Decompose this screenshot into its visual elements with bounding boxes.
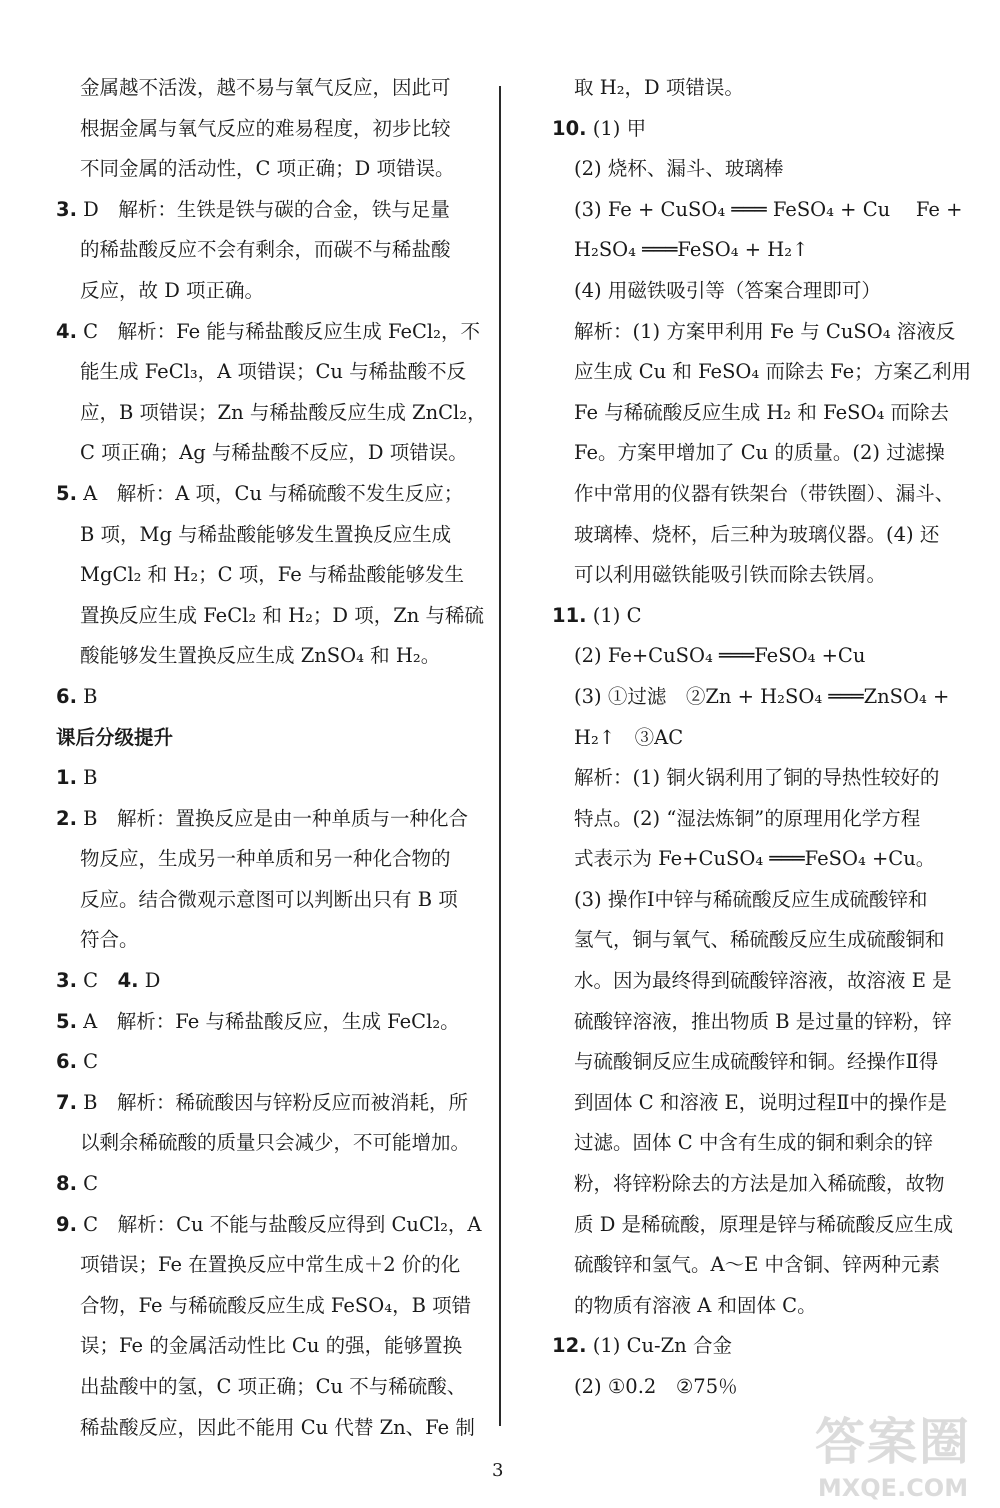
line-text: (4) 用磁铁吸引等（答案合理即可） bbox=[574, 278, 881, 302]
text-line bbox=[56, 1367, 468, 1408]
line-text: 反应，故 D 项正确。 bbox=[80, 278, 265, 302]
text-line bbox=[56, 677, 468, 718]
text-line bbox=[56, 1042, 468, 1083]
line-text: D bbox=[138, 969, 161, 993]
text-line bbox=[56, 149, 468, 190]
column-divider bbox=[499, 86, 501, 1426]
line-text: 可以利用磁铁能吸引铁而除去铁屑。 bbox=[574, 563, 887, 587]
line-text: 作中常用的仪器有铁架台（带铁圈）、漏斗、 bbox=[574, 481, 955, 505]
watermark-url: MXQE.COM bbox=[817, 1474, 969, 1502]
watermark-logo bbox=[798, 1402, 988, 1502]
line-text: 应，B 项错误；Zn 与稀盐酸反应生成 ZnCl₂， bbox=[80, 400, 487, 424]
line-text: 式表示为 Fe+CuSO₄ ═══FeSO₄ +Cu。 bbox=[574, 847, 936, 871]
line-text: 取 H₂，D 项错误。 bbox=[574, 76, 744, 99]
line-text: 氢气，铜与氧气、稀硫酸反应生成硫酸铜和 bbox=[574, 928, 945, 952]
question-number: 7. bbox=[56, 1090, 77, 1114]
left-column bbox=[56, 68, 487, 1448]
text-line bbox=[552, 636, 950, 677]
question-number: 6. bbox=[56, 1050, 77, 1074]
right-column bbox=[552, 68, 972, 1408]
text-line bbox=[56, 1286, 472, 1327]
text-line bbox=[552, 149, 950, 190]
text-line bbox=[552, 596, 950, 637]
question-number: 6. bbox=[56, 684, 77, 708]
question-number: 3. bbox=[56, 969, 77, 993]
watermark-text: 答案圈 bbox=[815, 1413, 971, 1471]
text-line bbox=[552, 1245, 950, 1286]
line-text: (1) 甲 bbox=[586, 116, 647, 140]
text-line bbox=[552, 190, 963, 231]
text-line bbox=[552, 312, 956, 353]
text-line bbox=[552, 920, 950, 961]
text-line bbox=[56, 68, 468, 109]
line-text: 到固体 C 和溶液 E，说明过程Ⅱ中的操作是 bbox=[574, 1090, 948, 1114]
text-line bbox=[552, 880, 950, 921]
text-line bbox=[56, 839, 468, 880]
line-text: 物反应，生成另一种单质和另一种化合物的 bbox=[80, 847, 451, 871]
text-line bbox=[56, 1245, 468, 1286]
line-text: 能生成 FeCl₃，A 项错误；Cu 与稀盐酸不反 bbox=[80, 360, 467, 384]
line-text: H₂SO₄ ═══FeSO₄ + H₂↑ bbox=[574, 238, 809, 262]
line-text: B 解析：置换反应是由一种单质与一种化合 bbox=[76, 806, 469, 830]
section-heading: 课后分级提升 bbox=[56, 725, 174, 749]
question-number: 10. bbox=[552, 116, 587, 140]
text-line bbox=[552, 1083, 950, 1124]
line-text: 酸能够发生置换反应生成 ZnSO₄ 和 H₂。 bbox=[80, 644, 441, 668]
text-line bbox=[56, 1083, 468, 1124]
line-text: 水。因为最终得到硫酸锌溶液，故溶液 E 是 bbox=[574, 969, 952, 993]
question-number: 5. bbox=[56, 1009, 77, 1033]
text-line bbox=[56, 880, 468, 921]
line-text: (2) Fe+CuSO₄ ═══FeSO₄ +Cu bbox=[574, 644, 866, 668]
text-line bbox=[552, 393, 950, 434]
text-line bbox=[552, 1123, 950, 1164]
line-text: 粉，将锌粉除去的方法是加入稀硫酸，故物 bbox=[574, 1172, 945, 1196]
line-text: A 解析：A 项，Cu 与稀硫酸不发生反应； bbox=[76, 481, 464, 505]
line-text: A 解析：Fe 与稀盐酸反应，生成 FeCl₂。 bbox=[76, 1009, 460, 1033]
line-text: 项错误；Fe 在置换反应中常生成＋2 价的化 bbox=[80, 1253, 461, 1277]
text-line bbox=[56, 1123, 471, 1164]
line-text: (1) C bbox=[586, 603, 642, 627]
line-text: D 解析：生铁是铁与碳的合金，铁与足量 bbox=[76, 197, 450, 221]
line-text: Fe 与稀硫酸反应生成 H₂ 和 FeSO₄ 而除去 bbox=[574, 400, 949, 424]
line-text: 置换反应生成 FeCl₂ 和 H₂；D 项，Zn 与稀硫 bbox=[80, 603, 485, 627]
line-text: (3) 操作Ⅰ中锌与稀硫酸反应生成硫酸锌和 bbox=[574, 887, 928, 911]
text-line bbox=[552, 1326, 950, 1367]
line-text: C 解析：Fe 能与稀盐酸反应生成 FeCl₂，不 bbox=[76, 319, 480, 343]
line-text: C 解析：Cu 不能与盐酸反应得到 CuCl₂，A bbox=[76, 1212, 482, 1236]
line-text: (2) ①0.2 ②75％ bbox=[574, 1375, 738, 1398]
text-line bbox=[56, 271, 468, 312]
text-line bbox=[552, 555, 950, 596]
text-line bbox=[552, 515, 950, 556]
text-line bbox=[56, 515, 468, 556]
line-text: 解析：(1) 铜火锅利用了铜的导热性较好的 bbox=[574, 766, 940, 790]
line-text: 质 D 是稀硫酸，原理是锌与稀硫酸反应生成 bbox=[574, 1212, 954, 1236]
line-text: 合物，Fe 与稀硫酸反应生成 FeSO₄，B 项错 bbox=[80, 1293, 472, 1317]
text-line bbox=[552, 799, 950, 840]
text-line bbox=[552, 68, 950, 109]
text-line bbox=[552, 1205, 954, 1246]
text-line bbox=[56, 596, 485, 637]
text-line bbox=[56, 636, 468, 677]
text-line bbox=[552, 677, 950, 718]
text-line bbox=[56, 352, 468, 393]
question-number: 12. bbox=[552, 1334, 587, 1358]
line-text: C 项正确；Ag 与稀盐酸不反应，D 项错误。 bbox=[80, 441, 468, 465]
text-line bbox=[56, 1326, 468, 1367]
text-line bbox=[56, 799, 468, 840]
line-text: 的稀盐酸反应不会有剩余，而碳不与稀盐酸 bbox=[80, 238, 451, 262]
line-text: 以剩余稀硫酸的质量只会减少，不可能增加。 bbox=[80, 1131, 471, 1155]
question-number: 4. bbox=[117, 969, 139, 993]
line-text: C bbox=[76, 1050, 99, 1074]
question-number: 1. bbox=[56, 766, 77, 790]
text-line bbox=[56, 109, 468, 150]
line-text: H₂↑ ③AC bbox=[574, 725, 684, 749]
line-text: 反应。结合微观示意图可以判断出只有 B 项 bbox=[80, 887, 458, 911]
line-text: Fe。方案甲增加了 Cu 的质量。(2) 过滤操 bbox=[574, 441, 945, 465]
text-line bbox=[56, 393, 487, 434]
text-line bbox=[56, 433, 468, 474]
line-text: MgCl₂ 和 H₂；C 项，Fe 与稀盐酸能够发生 bbox=[80, 563, 464, 587]
text-line bbox=[552, 230, 950, 271]
text-line bbox=[552, 961, 950, 1002]
text-line bbox=[552, 718, 950, 759]
line-text: B 项，Mg 与稀盐酸能够发生置换反应生成 bbox=[80, 522, 452, 546]
question-number: 8. bbox=[56, 1172, 77, 1196]
text-line bbox=[552, 271, 950, 312]
text-line bbox=[56, 312, 480, 353]
line-text: 出盐酸中的氢，C 项正确；Cu 不与稀硫酸、 bbox=[80, 1375, 467, 1398]
text-line bbox=[56, 1408, 475, 1449]
question-number: 4. bbox=[56, 319, 77, 343]
text-line bbox=[56, 230, 468, 271]
line-text: 硫酸锌溶液，推出物质 B 是过量的锌粉，锌 bbox=[574, 1009, 952, 1033]
line-text: 玻璃棒、烧杯，后三种为玻璃仪器。(4) 还 bbox=[574, 522, 940, 546]
line-text: (3) Fe + CuSO₄ ═══ FeSO₄ + Cu Fe + bbox=[574, 197, 963, 221]
text-line bbox=[552, 109, 950, 150]
text-line bbox=[56, 1164, 468, 1205]
line-text: (3) ①过滤 ②Zn + H₂SO₄ ═══ZnSO₄ + bbox=[574, 684, 950, 708]
line-text: 的物质有溶液 A 和固体 C。 bbox=[574, 1293, 817, 1317]
text-line bbox=[56, 555, 468, 596]
text-line bbox=[56, 1002, 468, 1043]
question-number: 5. bbox=[56, 481, 77, 505]
line-text: C bbox=[76, 969, 118, 993]
text-line bbox=[552, 433, 950, 474]
question-number: 11. bbox=[552, 603, 587, 627]
text-line bbox=[56, 1205, 482, 1246]
text-line bbox=[56, 718, 468, 759]
question-number: 9. bbox=[56, 1212, 77, 1236]
line-text: B 解析：稀硫酸因与锌粉反应而被消耗，所 bbox=[76, 1090, 469, 1114]
text-line bbox=[56, 474, 468, 515]
text-line bbox=[552, 758, 950, 799]
line-text: 硫酸锌和氢气。A～E 中含铜、锌两种元素 bbox=[574, 1253, 941, 1277]
line-text: 与硫酸铜反应生成硫酸锌和铜。经操作Ⅱ得 bbox=[574, 1050, 939, 1074]
question-number: 2. bbox=[56, 806, 77, 830]
text-line bbox=[552, 352, 972, 393]
line-text: 符合。 bbox=[80, 928, 139, 952]
text-line bbox=[552, 1164, 950, 1205]
page-number: 3 bbox=[492, 1460, 504, 1481]
text-line bbox=[552, 474, 955, 515]
line-text: C bbox=[76, 1172, 99, 1196]
text-line bbox=[552, 1002, 950, 1043]
text-line bbox=[56, 758, 468, 799]
line-text: 稀盐酸反应，因此不能用 Cu 代替 Zn、Fe 制 bbox=[80, 1415, 475, 1439]
line-text: B bbox=[76, 684, 98, 708]
line-text: 过滤。固体 C 中含有生成的铜和剩余的锌 bbox=[574, 1131, 933, 1155]
line-text: 误；Fe 的金属活动性比 Cu 的强，能够置换 bbox=[80, 1334, 463, 1358]
text-line bbox=[56, 920, 468, 961]
line-text: 特点。(2) “湿法炼铜”的原理用化学方程 bbox=[574, 806, 921, 830]
line-text: 根据金属与氧气反应的难易程度，初步比较 bbox=[80, 116, 451, 140]
text-line bbox=[56, 190, 468, 231]
line-text: 金属越不活泼，越不易与氧气反应，因此可 bbox=[80, 76, 451, 99]
text-line bbox=[552, 1042, 950, 1083]
question-number: 3. bbox=[56, 197, 77, 221]
line-text: (2) 烧杯、漏斗、玻璃棒 bbox=[574, 157, 784, 181]
line-text: (1) Cu-Zn 合金 bbox=[586, 1334, 732, 1358]
line-text: 解析：(1) 方案甲利用 Fe 与 CuSO₄ 溶液反 bbox=[574, 319, 956, 343]
line-text: 不同金属的活动性，C 项正确；D 项错误。 bbox=[80, 157, 455, 181]
text-line bbox=[552, 1286, 950, 1327]
line-text: B bbox=[76, 766, 98, 790]
text-line bbox=[56, 961, 468, 1002]
line-text: 应生成 Cu 和 FeSO₄ 而除去 Fe；方案乙利用 bbox=[574, 360, 972, 384]
text-line bbox=[552, 839, 950, 880]
